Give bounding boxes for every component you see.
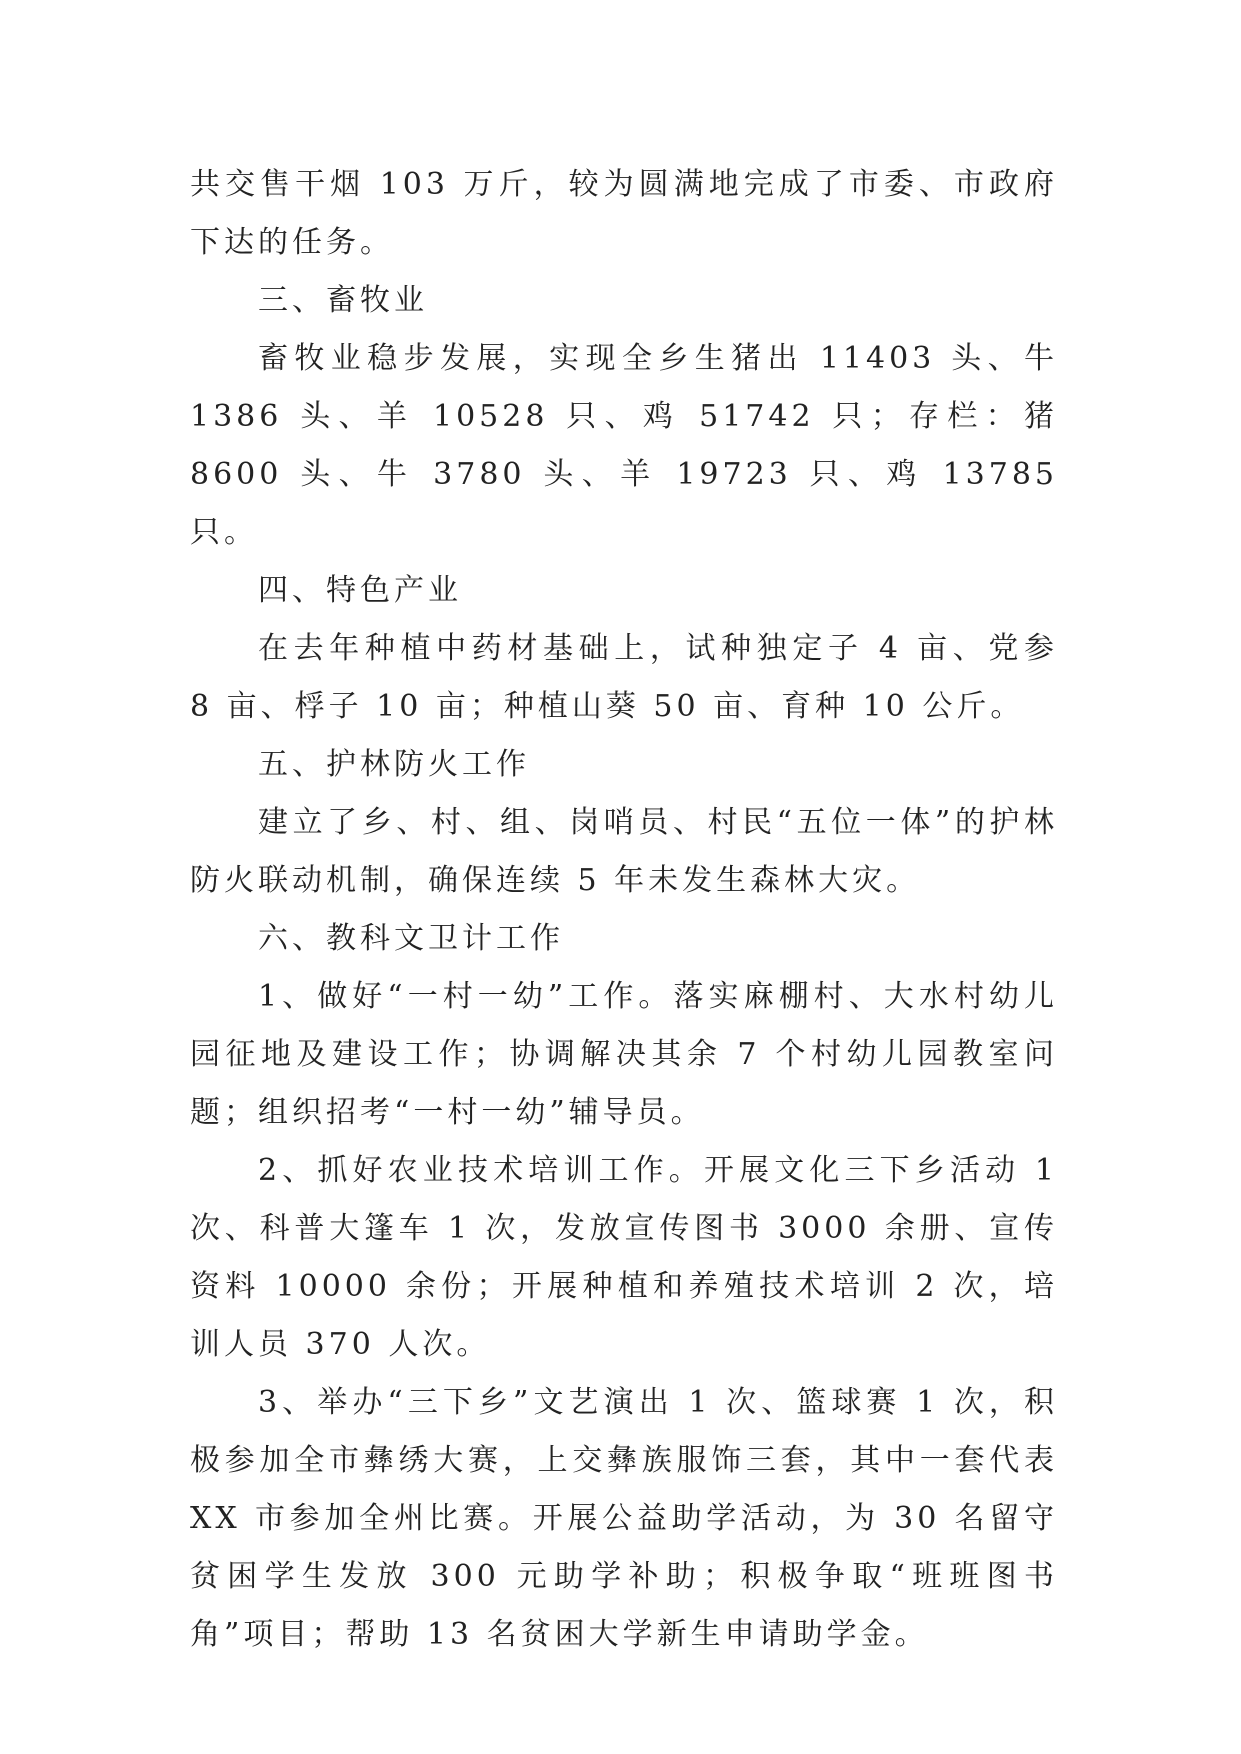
paragraph-forest-fire: 建立了乡、村、组、岗哨员、村民“五位一体”的护林防火联动机制，确保连续 5 年未发生森林大灾。	[190, 805, 1058, 898]
paragraph-cultural-activities: 3、举办“三下乡”文艺演出 1 次、篮球赛 1 次，积极参加全市彝绣大赛，上交彝族服饰三套，其中一套代表 XX 市参加全州比赛。开展公益助学活动，为 30 名留守贫困学生发放 300 元助学补助；积极争取“班班图书角”项目；帮助 13 名贫困大学新生申请助学金。	[190, 1385, 1058, 1652]
section-heading-education-health: 六、教科文卫计工作	[258, 921, 564, 956]
paragraph-livestock: 畜牧业稳步发展，实现全乡生猪出 11403 头、牛 1386 头、羊 10528 只、鸡 51742 只；存栏：猪 8600 头、牛 3780 头、羊 19723 只、鸡 13785 只。	[190, 341, 1058, 550]
document-body	[190, 156, 1058, 1664]
section-heading-livestock: 三、畜牧业	[258, 283, 428, 318]
section-heading-specialty-industry: 四、特色产业	[258, 573, 462, 608]
section-heading-forest-fire: 五、护林防火工作	[258, 747, 530, 782]
paragraph-specialty-industry: 在去年种植中药材基础上，试种独定子 4 亩、党参 8 亩、桴子 10 亩；种植山葵 50 亩、育种 10 公斤。	[190, 631, 1058, 724]
paragraph-agri-training: 2、抓好农业技术培训工作。开展文化三下乡活动 1 次、科普大篷车 1 次，发放宣传图书 3000 余册、宣传资料 10000 余份；开展种植和养殖技术培训 2 次，培训人员 370 人次。	[190, 1153, 1058, 1362]
paragraph-kindergarten: 1、做好“一村一幼”工作。落实麻棚村、大水村幼儿园征地及建设工作；协调解决其余 7 个村幼儿园教室问题；组织招考“一村一幼”辅导员。	[190, 979, 1058, 1130]
paragraph-tobacco-sales: 共交售干烟 103 万斤，较为圆满地完成了市委、市政府下达的任务。	[190, 167, 1058, 260]
